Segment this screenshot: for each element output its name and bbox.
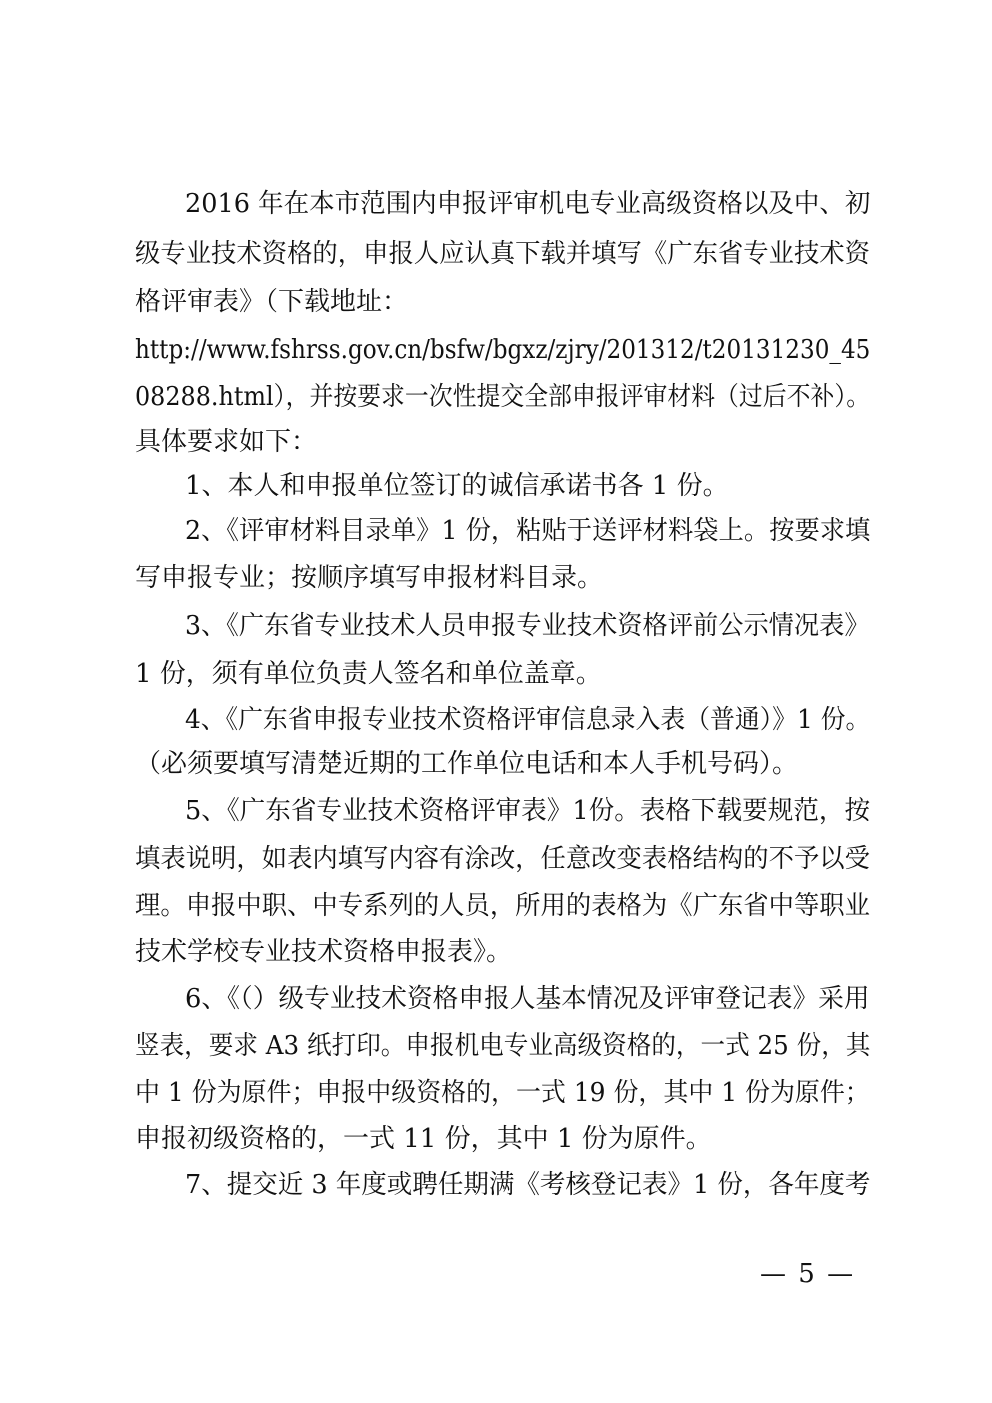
item-3-line-2: 1 份，须有单位负责人签名和单位盖章。	[135, 659, 602, 689]
text-line-3: 格评审表》（下载地址：	[135, 287, 409, 317]
item-1-line-1: 1、本人和申报单位签订的诚信承诺书各 1 份。	[185, 471, 729, 501]
item-4-line-2: （必须要填写清楚近期的工作单位电话和本人手机号码）。	[135, 749, 799, 779]
item-7-line-1: 7、提交近 3 年度或聘任期满《考核登记表》1 份，各年度考	[185, 1170, 871, 1200]
item-2-line-1: 2、《评审材料目录单》1 份，粘贴于送评材料袋上。按要求填	[185, 516, 871, 546]
item-6-line-3: 中 1 份为原件；申报中级资格的，一式 19 份，其中 1 份为原件；	[135, 1078, 870, 1108]
item-3-line-1: 3、《广东省专业技术人员申报专业技术资格评前公示情况表》	[185, 611, 870, 641]
item-4-line-1: 4、《广东省申报专业技术资格评审信息录入表（普通）》1 份。	[185, 705, 871, 735]
item-5-line-1: 5、《广东省专业技术资格评审表》1份。表格下载要规范，按	[185, 796, 871, 826]
item-6-line-2: 竖表，要求 A3 纸打印。申报机电专业高级资格的，一式 25 份，其	[135, 1031, 871, 1061]
text-line-6: 具体要求如下：	[135, 427, 318, 457]
item-5-line-2: 填表说明，如表内填写内容有涂改，任意改变表格结构的不予以受	[135, 844, 871, 874]
text-line-2: 级专业技术资格的，申报人应认真下载并填写《广东省专业技术资	[135, 239, 871, 269]
item-6-line-1: 6、《（）级专业技术资格申报人基本情况及评审登记表》采用	[185, 984, 870, 1014]
text-line-1: 2016 年在本市范围内申报评审机电专业高级资格以及中、初	[185, 189, 871, 219]
url-line-2: 08288.html），并按要求一次性提交全部申报评审材料（过后不补）。	[135, 382, 871, 412]
item-6-line-4: 申报初级资格的，一式 11 份，其中 1 份为原件。	[135, 1124, 712, 1154]
page-number: — 5 —	[760, 1259, 856, 1289]
item-5-line-3: 理。申报中职、中专系列的人员，所用的表格为《广东省中等职业	[135, 891, 871, 921]
url-line-1: http://www.fshrss.gov.cn/bsfw/bgxz/zjry/201312/t20131230_45	[135, 335, 871, 365]
item-2-line-2: 写申报专业；按顺序填写申报材料目录。	[135, 563, 604, 593]
item-5-line-4: 技术学校专业技术资格申报表》。	[135, 937, 513, 967]
